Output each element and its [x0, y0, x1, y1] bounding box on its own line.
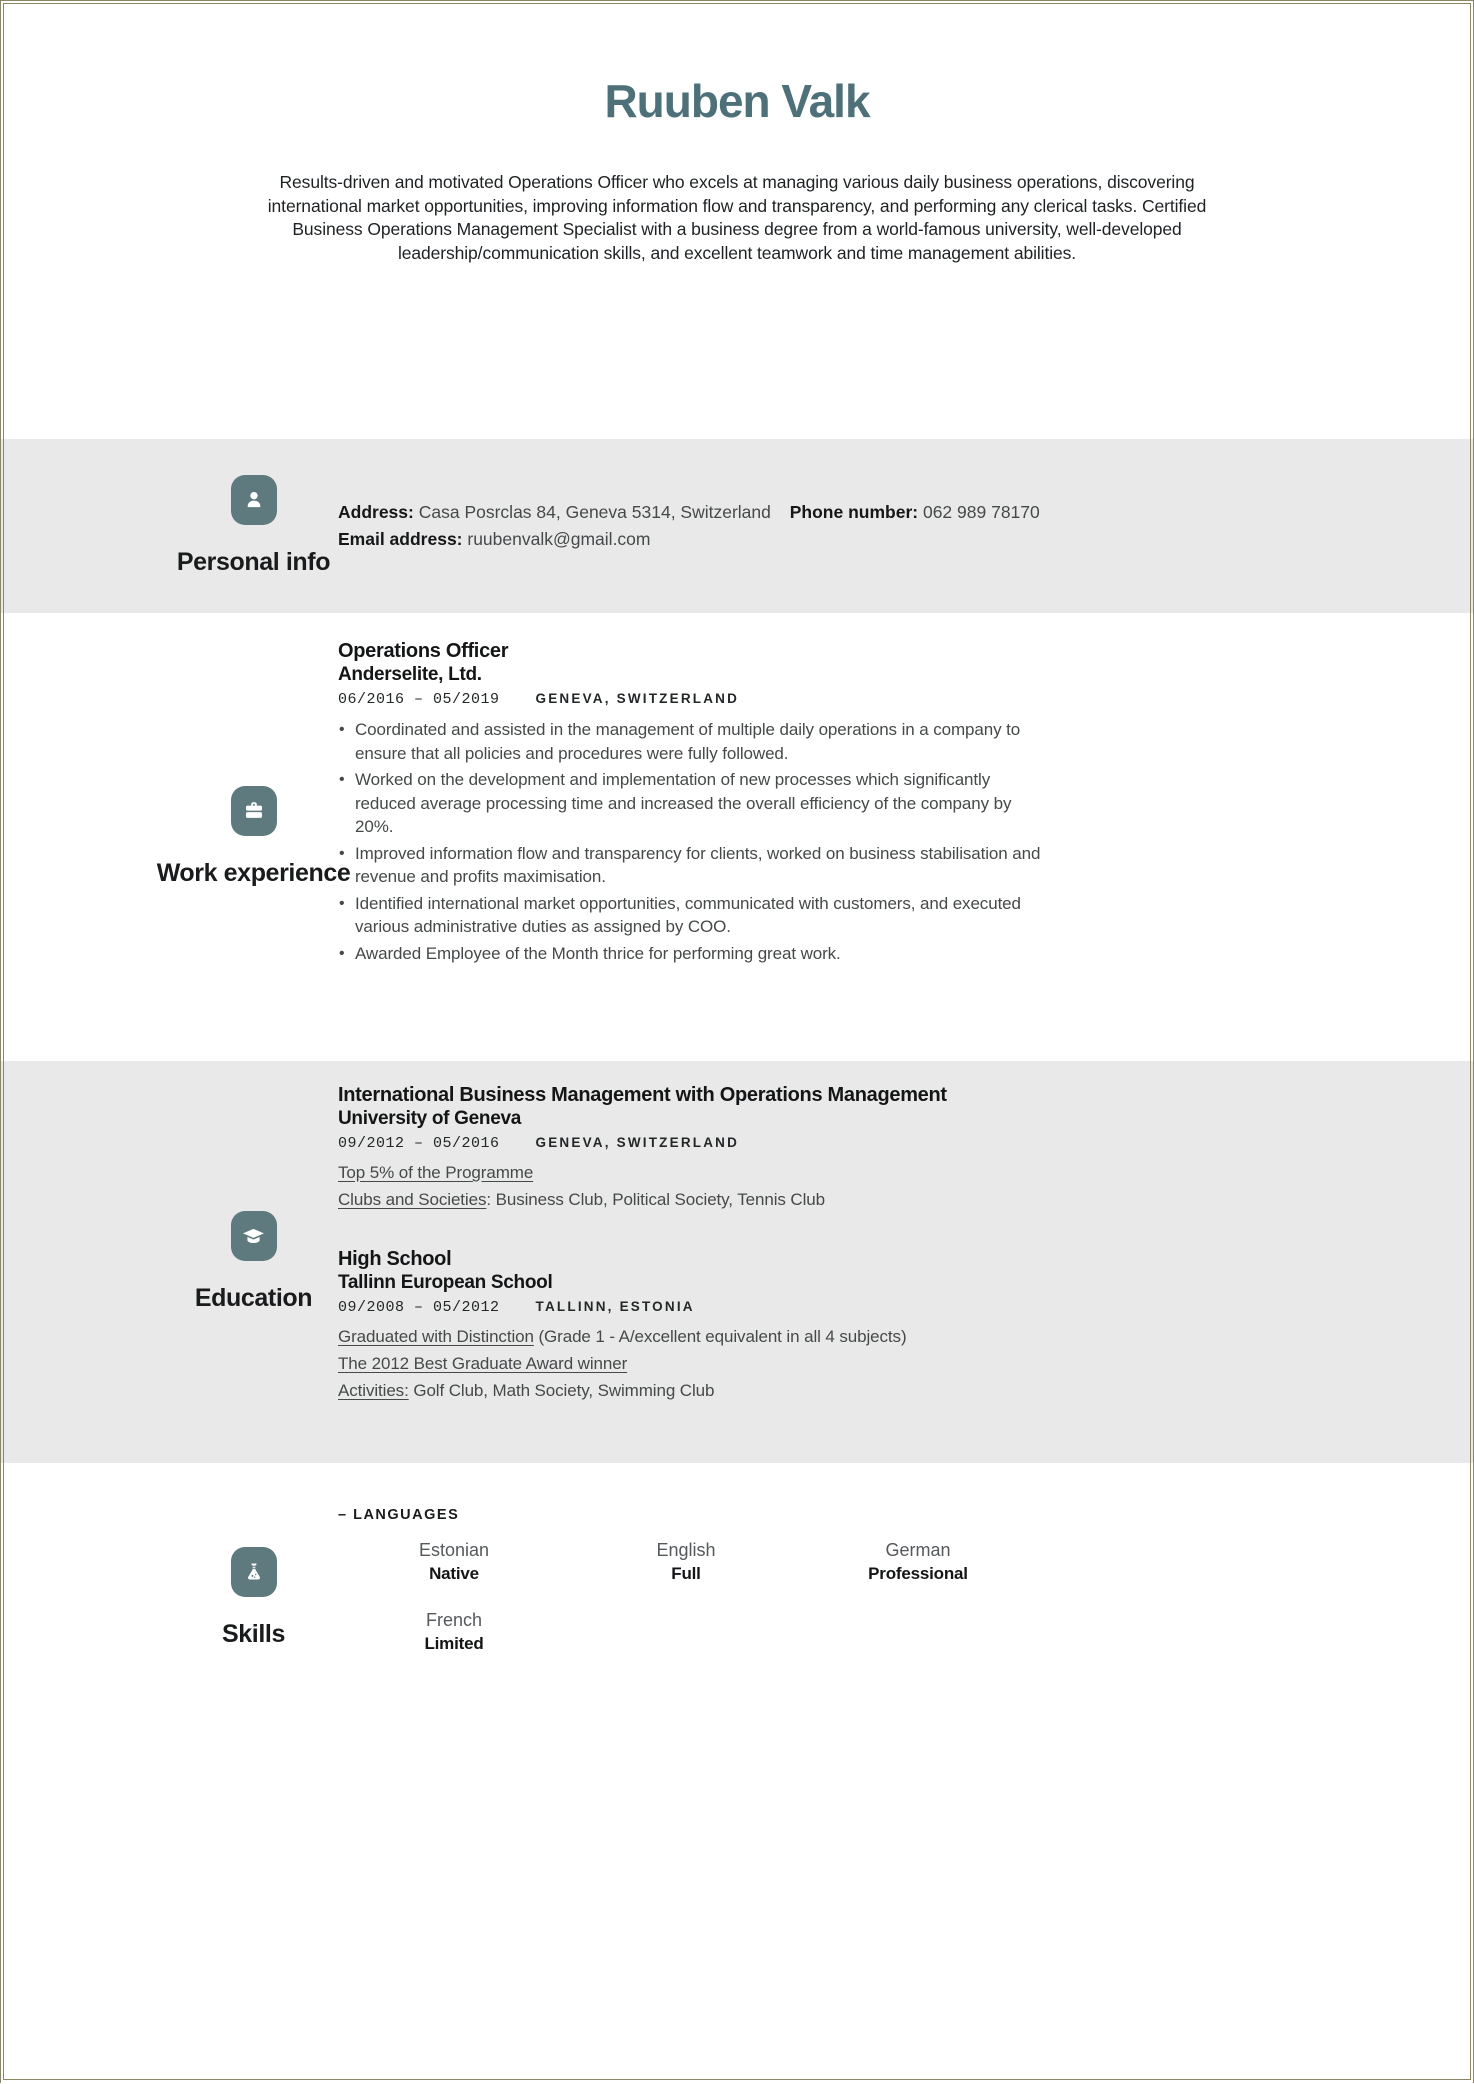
page-title: Ruuben Valk: [604, 75, 870, 127]
email-line: [338, 526, 1043, 554]
education-dates: 09/2008 – 05/2012: [338, 1299, 500, 1316]
education-detail-link: The 2012 Best Graduate Award winner: [338, 1354, 628, 1373]
skills-left-column: [1, 1463, 338, 2084]
job-meta: [338, 691, 1043, 708]
section-title-personal-info: Personal info: [176, 548, 331, 576]
job-bullet: • Worked on the development and implementation of new processes which significantly reduced average processing time and increased the overall efficiency of the company by 20%.: [355, 768, 1043, 839]
language-item: [802, 1539, 1034, 1585]
work-experience-content: [338, 613, 1043, 1061]
education-location: TALLINN, ESTONIA: [535, 1299, 695, 1314]
education-detail-line: [338, 1377, 1043, 1404]
email-label: Email address:: [338, 529, 463, 549]
language-name: Estonian: [418, 1540, 490, 1560]
language-level: Professional: [868, 1564, 968, 1583]
phone-label: Phone number:: [789, 501, 919, 522]
education-content: [338, 1061, 1043, 1463]
section-personal-info: [1, 439, 1473, 613]
education-location: GENEVA, SWITZERLAND: [535, 1135, 740, 1150]
education-dates: 09/2012 – 05/2016: [338, 1135, 500, 1152]
phone-value: 062 989 78170: [922, 501, 1040, 522]
email-value: ruubenvalk@gmail.com: [467, 529, 651, 549]
section-work-experience: [1, 613, 1473, 1061]
language-name: German: [885, 1540, 951, 1560]
job-company: Anderselite, Ltd.: [338, 664, 482, 685]
briefcase-icon: [231, 786, 277, 836]
flask-icon: [231, 1547, 277, 1597]
job-entry: [338, 639, 1043, 965]
education-detail-link: Top 5% of the Programme: [338, 1163, 534, 1182]
user-icon: [231, 475, 277, 525]
education-detail-link: Clubs and Societies: [338, 1190, 487, 1209]
education-detail-link: Activities:: [338, 1381, 409, 1400]
language-level: Limited: [424, 1634, 484, 1653]
education-entry: [338, 1247, 1043, 1404]
job-dates: 06/2016 – 05/2019: [338, 691, 500, 708]
education-detail-rest: Golf Club, Math Society, Swimming Club: [408, 1381, 715, 1400]
skills-content: [338, 1463, 1043, 2084]
languages-group-label: – LANGUAGES: [338, 1507, 460, 1523]
language-name: French: [425, 1610, 483, 1630]
section-skills: [1, 1463, 1473, 2084]
summary-text: Results-driven and motivated Operations Officer who excels at managing various daily business operations, discovering international market opportunities, improving information flow and transparency, and performing any clerical tasks. Certified Business Operations Management Specialist with a business degree from a world-famous university, well-developed leadership/communication skills, and excellent teamwork and time management abilities.: [267, 172, 1207, 263]
resume-header: [1, 1, 1473, 439]
education-detail-link: Graduated with Distinction: [338, 1327, 534, 1346]
section-title-work-experience: Work experience: [156, 859, 351, 887]
languages-grid: [338, 1539, 1043, 1655]
language-item: [570, 1539, 802, 1585]
education-entry: [338, 1083, 1043, 1213]
language-level: Full: [671, 1564, 701, 1583]
degree-title: International Business Management with Operations Management: [338, 1084, 947, 1106]
section-title-education: Education: [194, 1284, 313, 1312]
job-bullet-list: [338, 718, 1043, 965]
degree-title: High School: [338, 1248, 452, 1270]
job-bullet: • Improved information flow and transparency for clients, worked on business stabilisation and revenue and profits maximisation.: [355, 842, 1043, 889]
education-left-column: [1, 1061, 338, 1463]
job-bullet: • Awarded Employee of the Month thrice for performing great work.: [355, 942, 1043, 966]
education-detail-line: [338, 1350, 1043, 1377]
education-detail-line: [338, 1186, 1043, 1213]
education-detail-rest: : Business Club, Political Society, Tennis Club: [486, 1190, 825, 1209]
graduation-cap-icon: [231, 1211, 277, 1261]
education-detail-rest: (Grade 1 - A/excellent equivalent in all 4 subjects): [533, 1327, 907, 1346]
address-value: Casa Posrclas 84, Geneva 5314, Switzerland: [418, 501, 771, 522]
job-location: GENEVA, SWITZERLAND: [535, 691, 740, 706]
section-title-skills: Skills: [222, 1620, 285, 1648]
address-phone-line: [338, 499, 1043, 527]
education-detail-line: [338, 1323, 1043, 1350]
language-name: English: [656, 1540, 716, 1560]
school-name: University of Geneva: [338, 1108, 522, 1129]
language-item: [338, 1609, 570, 1655]
job-bullet: • Coordinated and assisted in the management of multiple daily operations in a company to ensure that all policies and procedures were fully followed.: [355, 718, 1043, 765]
job-bullet: • Identified international market opportunities, communicated with customers, and executed various administrative duties as assigned by COO.: [355, 892, 1043, 939]
section-education: [1, 1061, 1473, 1463]
education-meta: [338, 1135, 1043, 1152]
address-label: Address:: [338, 501, 414, 522]
language-item: [338, 1539, 570, 1585]
personal-info-left-column: [1, 439, 338, 613]
work-experience-left-column: [1, 613, 351, 1061]
education-meta: [338, 1299, 1043, 1316]
school-name: Tallinn European School: [338, 1272, 553, 1293]
education-detail-line: [338, 1159, 1043, 1186]
job-role: Operations Officer: [338, 640, 509, 662]
personal-info-content: [338, 439, 1043, 613]
language-level: Native: [429, 1564, 479, 1583]
